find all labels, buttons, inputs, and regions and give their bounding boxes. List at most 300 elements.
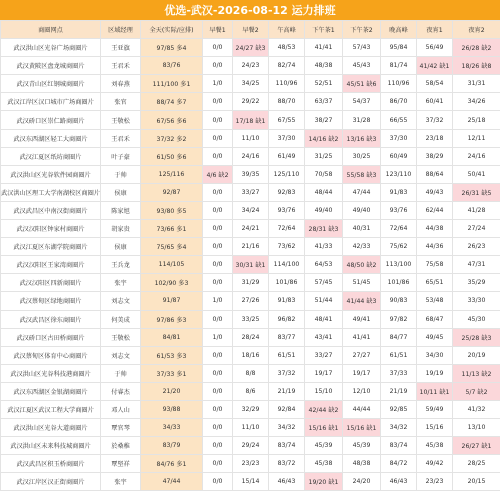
manager-cell: 于帅 (101, 165, 141, 183)
lunch-peak-cell: 48/53 (269, 39, 305, 57)
table-row[interactable] (1, 364, 500, 382)
breakfast-2-cell: 28/24 (233, 328, 269, 346)
column-header-manager[interactable]: 区域经理 (101, 21, 141, 39)
night-1-cell: 59/49 (417, 400, 453, 418)
breakfast-1-cell: 0/0 (203, 57, 233, 75)
afternoon-tea-2-cell: 30/25 (343, 147, 381, 165)
manager-cell: 叶子豪 (101, 147, 141, 165)
manager-cell: 於桑稚 (101, 437, 141, 455)
manager-cell: 刘春燕 (101, 75, 141, 93)
manager-cell: 邓人山 (101, 400, 141, 418)
attendance-total-cell: 97/86 多3 (141, 310, 203, 328)
lunch-peak-cell: 114/100 (269, 256, 305, 274)
night-2-cell: 27/24 (453, 220, 500, 238)
attendance-total-cell: 91/87 (141, 292, 203, 310)
night-1-cell: 75/58 (417, 256, 453, 274)
lunch-peak-cell: 83/77 (269, 328, 305, 346)
store-name-cell: 武汉东西湖区金银湖商圈片 (1, 382, 101, 400)
table-row[interactable] (1, 473, 500, 491)
afternoon-tea-1-cell: 19/20 缺1 (305, 473, 343, 491)
column-header-store[interactable]: 商圈网点 (1, 21, 101, 39)
night-2-cell: 50/41 (453, 165, 500, 183)
night-2-cell: 26/27 缺1 (453, 437, 500, 455)
attendance-total-cell: 21/20 (141, 382, 203, 400)
afternoon-tea-1-cell: 41/41 (305, 39, 343, 57)
dinner-peak-cell: 91/83 (381, 183, 417, 201)
night-1-cell: 45/38 (417, 437, 453, 455)
breakfast-1-cell: 0/0 (203, 274, 233, 292)
breakfast-2-cell: 27/26 (233, 292, 269, 310)
manager-cell: 付睿杰 (101, 382, 141, 400)
afternoon-tea-1-cell: 33/27 (305, 346, 343, 364)
store-name-cell: 武汉青山区红钢城商圈片 (1, 75, 101, 93)
manager-cell: 王君禾 (101, 129, 141, 147)
breakfast-1-cell: 0/0 (203, 129, 233, 147)
afternoon-tea-1-cell: 19/17 (305, 364, 343, 382)
attendance-total-cell: 92/87 (141, 183, 203, 201)
lunch-peak-cell: 46/43 (269, 473, 305, 491)
lunch-peak-cell: 93/76 (269, 201, 305, 219)
afternoon-tea-1-cell: 15/16 缺1 (305, 419, 343, 437)
attendance-total-cell: 61/53 多3 (141, 346, 203, 364)
table-row[interactable] (1, 328, 500, 346)
dinner-peak-cell: 46/43 (381, 473, 417, 491)
breakfast-1-cell: 1/0 (203, 328, 233, 346)
column-header-night-2[interactable]: 夜宵2 (453, 21, 500, 39)
breakfast-2-cell: 29/22 (233, 93, 269, 111)
breakfast-2-cell: 32/29 (233, 400, 269, 418)
dinner-peak-cell: 97/82 (381, 310, 417, 328)
afternoon-tea-1-cell: 52/51 (305, 75, 343, 93)
afternoon-tea-2-cell: 49/40 (343, 201, 381, 219)
attendance-total-cell: 97/85 多4 (141, 39, 203, 57)
table-row[interactable] (1, 183, 500, 201)
afternoon-tea-1-cell: 28/31 缺3 (305, 220, 343, 238)
breakfast-2-cell: 29/24 (233, 437, 269, 455)
table-row[interactable] (1, 382, 500, 400)
afternoon-tea-1-cell: 31/25 (305, 147, 343, 165)
breakfast-1-cell: 0/0 (203, 346, 233, 364)
attendance-total-cell: 111/100 多1 (141, 75, 203, 93)
breakfast-2-cell: 17/18 缺1 (233, 111, 269, 129)
dinner-peak-cell: 37/33 (381, 364, 417, 382)
afternoon-tea-2-cell: 57/43 (343, 39, 381, 57)
afternoon-tea-1-cell: 57/45 (305, 274, 343, 292)
dinner-peak-cell: 95/84 (381, 39, 417, 57)
store-name-cell: 武汉洪山区理工大学南湖校区商圈片 (1, 183, 101, 201)
dinner-peak-cell: 123/110 (381, 165, 417, 183)
lunch-peak-cell: 82/74 (269, 57, 305, 75)
attendance-total-cell: 47/44 (141, 473, 203, 491)
manager-cell: 张宇 (101, 473, 141, 491)
night-1-cell: 44/38 (417, 220, 453, 238)
afternoon-tea-1-cell: 48/38 (305, 57, 343, 75)
dinner-peak-cell: 72/64 (381, 220, 417, 238)
lunch-peak-cell: 91/83 (269, 292, 305, 310)
breakfast-1-cell: 0/0 (203, 400, 233, 418)
attendance-total-cell: 34/33 (141, 419, 203, 437)
breakfast-2-cell: 33/25 (233, 310, 269, 328)
table-row[interactable] (1, 93, 500, 111)
table-body (1, 39, 500, 491)
afternoon-tea-1-cell: 45/39 (305, 437, 343, 455)
night-2-cell: 35/29 (453, 274, 500, 292)
breakfast-2-cell: 21/16 (233, 238, 269, 256)
night-2-cell: 18/26 缺8 (453, 57, 500, 75)
afternoon-tea-2-cell: 31/28 (343, 111, 381, 129)
store-name-cell: 武汉东西湖区轻工大商圈片 (1, 129, 101, 147)
night-2-cell: 41/32 (453, 400, 500, 418)
afternoon-tea-2-cell: 45/39 (343, 437, 381, 455)
afternoon-tea-1-cell: 15/10 (305, 382, 343, 400)
lunch-peak-cell: 37/30 (269, 129, 305, 147)
breakfast-1-cell: 1/0 (203, 75, 233, 93)
dinner-peak-cell: 101/86 (381, 274, 417, 292)
night-1-cell: 38/29 (417, 147, 453, 165)
afternoon-tea-1-cell: 41/33 (305, 238, 343, 256)
breakfast-1-cell: 0/0 (203, 473, 233, 491)
column-header-afternoon-tea-2[interactable]: 下午茶2 (343, 21, 381, 39)
night-2-cell: 26/31 缺5 (453, 183, 500, 201)
store-name-cell: 武汉江夏区纸坊商圈片 (1, 147, 101, 165)
manager-cell: 王君禾 (101, 57, 141, 75)
breakfast-1-cell: 0/0 (203, 238, 233, 256)
store-name-cell: 武汉洪山区未来科技城商圈片 (1, 437, 101, 455)
breakfast-2-cell: 24/16 (233, 147, 269, 165)
column-header-breakfast-1[interactable]: 早餐1 (203, 21, 233, 39)
store-name-cell: 武汉黄陂区盘龙城商圈片 (1, 57, 101, 75)
afternoon-tea-2-cell: 24/20 (343, 473, 381, 491)
table-row[interactable] (1, 238, 500, 256)
breakfast-2-cell: 18/16 (233, 346, 269, 364)
lunch-peak-cell: 21/19 (269, 382, 305, 400)
afternoon-tea-1-cell: 48/41 (305, 310, 343, 328)
night-1-cell: 65/51 (417, 274, 453, 292)
manager-cell: 王亚旗 (101, 39, 141, 57)
breakfast-1-cell: 0/0 (203, 93, 233, 111)
lunch-peak-cell: 37/32 (269, 364, 305, 382)
afternoon-tea-2-cell: 51/45 (343, 274, 381, 292)
night-1-cell: 15/16 (417, 419, 453, 437)
breakfast-1-cell: 0/0 (203, 220, 233, 238)
afternoon-tea-2-cell: 41/41 (343, 328, 381, 346)
dinner-peak-cell: 83/74 (381, 437, 417, 455)
lunch-peak-cell: 92/83 (269, 183, 305, 201)
afternoon-tea-1-cell: 43/41 (305, 328, 343, 346)
attendance-total-cell: 114/105 (141, 256, 203, 274)
breakfast-1-cell: 0/0 (203, 419, 233, 437)
breakfast-2-cell: 31/29 (233, 274, 269, 292)
night-2-cell: 5/7 缺2 (453, 382, 500, 400)
night-2-cell: 31/31 (453, 75, 500, 93)
afternoon-tea-1-cell: 51/44 (305, 292, 343, 310)
dinner-peak-cell: 84/77 (381, 328, 417, 346)
attendance-total-cell: 83/79 (141, 437, 203, 455)
night-2-cell: 45/30 (453, 310, 500, 328)
store-name-cell: 武汉武昌区徐东商圈片 (1, 310, 101, 328)
dinner-peak-cell: 113/100 (381, 256, 417, 274)
table-row[interactable] (1, 220, 500, 238)
breakfast-1-cell: 0/0 (203, 183, 233, 201)
night-1-cell: 23/18 (417, 129, 453, 147)
manager-cell: 张宇 (101, 274, 141, 292)
night-2-cell: 41/28 (453, 201, 500, 219)
manager-cell: 陈家旭 (101, 201, 141, 219)
breakfast-1-cell: 0/0 (203, 111, 233, 129)
breakfast-2-cell: 24/21 (233, 220, 269, 238)
breakfast-1-cell: 0/0 (203, 382, 233, 400)
manager-cell: 于帅 (101, 364, 141, 382)
breakfast-2-cell: 24/23 (233, 57, 269, 75)
afternoon-tea-1-cell: 70/58 (305, 165, 343, 183)
lunch-peak-cell: 67/55 (269, 111, 305, 129)
table-row[interactable] (1, 75, 500, 93)
breakfast-2-cell: 34/24 (233, 201, 269, 219)
table-row[interactable] (1, 455, 500, 473)
table-row[interactable] (1, 419, 500, 437)
store-name-cell: 武汉江夏区武汉工程大学商圈片 (1, 400, 101, 418)
night-2-cell: 20/15 (453, 473, 500, 491)
afternoon-tea-2-cell: 45/51 缺6 (343, 75, 381, 93)
night-1-cell: 62/44 (417, 201, 453, 219)
manager-cell: 何美成 (101, 310, 141, 328)
afternoon-tea-2-cell: 55/58 缺3 (343, 165, 381, 183)
table-row[interactable] (1, 437, 500, 455)
attendance-total-cell: 84/76 多1 (141, 455, 203, 473)
store-name-cell: 武汉汉阳区四新商圈片 (1, 274, 101, 292)
lunch-peak-cell: 110/96 (269, 75, 305, 93)
manager-cell: 王敬松 (101, 111, 141, 129)
afternoon-tea-1-cell: 38/27 (305, 111, 343, 129)
store-name-cell: 武汉汉阳区王家湾商圈片 (1, 256, 101, 274)
afternoon-tea-1-cell: 63/37 (305, 93, 343, 111)
manager-cell: 王敬松 (101, 328, 141, 346)
afternoon-tea-1-cell: 14/16 缺2 (305, 129, 343, 147)
table-row[interactable] (1, 39, 500, 57)
breakfast-1-cell: 0/0 (203, 364, 233, 382)
store-name-cell: 武汉洪山区光谷广场商圈片 (1, 39, 101, 57)
table-row[interactable] (1, 310, 500, 328)
table-row[interactable] (1, 129, 500, 147)
night-2-cell: 25/18 (453, 111, 500, 129)
lunch-peak-cell: 88/70 (269, 93, 305, 111)
dinner-peak-cell: 92/85 (381, 400, 417, 418)
afternoon-tea-1-cell: 64/53 (305, 256, 343, 274)
afternoon-tea-2-cell: 48/38 (343, 455, 381, 473)
night-1-cell: 49/42 (417, 455, 453, 473)
night-2-cell: 24/16 (453, 147, 500, 165)
table-row[interactable] (1, 256, 500, 274)
store-name-cell: 武汉蔡甸区体育中心商圈片 (1, 346, 101, 364)
attendance-total-cell: 93/88 (141, 400, 203, 418)
manager-cell: 刘志文 (101, 292, 141, 310)
lunch-peak-cell: 72/64 (269, 220, 305, 238)
attendance-total-cell: 83/76 (141, 57, 203, 75)
breakfast-1-cell: 0/0 (203, 310, 233, 328)
breakfast-2-cell: 33/27 (233, 183, 269, 201)
lunch-peak-cell: 92/84 (269, 400, 305, 418)
store-name-cell: 武汉武昌区中南汉街商圈片 (1, 201, 101, 219)
night-1-cell: 49/45 (417, 328, 453, 346)
night-2-cell: 13/10 (453, 419, 500, 437)
table-row[interactable] (1, 274, 500, 292)
breakfast-1-cell: 4/6 缺2 (203, 165, 233, 183)
night-2-cell: 26/28 缺2 (453, 39, 500, 57)
afternoon-tea-2-cell: 19/17 (343, 364, 381, 382)
afternoon-tea-2-cell: 13/16 缺3 (343, 129, 381, 147)
dinner-peak-cell: 110/96 (381, 75, 417, 93)
column-header-lunch-peak[interactable]: 午高峰 (269, 21, 305, 39)
store-name-cell: 武汉蔡甸区绿地商圈片 (1, 292, 101, 310)
night-2-cell: 47/31 (453, 256, 500, 274)
attendance-total-cell: 75/65 多4 (141, 238, 203, 256)
column-header-night-1[interactable]: 夜宵1 (417, 21, 453, 39)
breakfast-2-cell: 30/31 缺1 (233, 256, 269, 274)
night-1-cell: 53/48 (417, 292, 453, 310)
breakfast-2-cell: 23/23 (233, 455, 269, 473)
attendance-total-cell: 37/33 多1 (141, 364, 203, 382)
attendance-total-cell: 73/66 多1 (141, 220, 203, 238)
breakfast-2-cell: 34/25 (233, 75, 269, 93)
afternoon-tea-1-cell: 42/44 缺2 (305, 400, 343, 418)
breakfast-2-cell: 11/10 (233, 419, 269, 437)
manager-cell: 王兵龙 (101, 256, 141, 274)
breakfast-1-cell: 0/0 (203, 256, 233, 274)
lunch-peak-cell: 34/32 (269, 419, 305, 437)
night-2-cell: 12/11 (453, 129, 500, 147)
breakfast-1-cell: 0/0 (203, 437, 233, 455)
dinner-peak-cell: 34/32 (381, 419, 417, 437)
dinner-peak-cell: 93/76 (381, 201, 417, 219)
schedule-table (0, 20, 500, 491)
manager-cell: 侯康 (101, 238, 141, 256)
night-1-cell: 60/41 (417, 93, 453, 111)
afternoon-tea-2-cell: 49/41 (343, 310, 381, 328)
store-name-cell: 武汉江岸区汉口城市广场商圈片 (1, 93, 101, 111)
lunch-peak-cell: 125/110 (269, 165, 305, 183)
afternoon-tea-1-cell: 49/40 (305, 201, 343, 219)
afternoon-tea-2-cell: 44/44 (343, 400, 381, 418)
dinner-peak-cell: 81/74 (381, 57, 417, 75)
attendance-total-cell: 93/80 多5 (141, 201, 203, 219)
afternoon-tea-2-cell: 42/33 (343, 238, 381, 256)
night-2-cell: 20/19 (453, 346, 500, 364)
manager-cell: 胡家贵 (101, 220, 141, 238)
night-1-cell: 49/43 (417, 183, 453, 201)
attendance-total-cell: 67/56 多6 (141, 111, 203, 129)
lunch-peak-cell: 101/86 (269, 274, 305, 292)
dinner-peak-cell: 75/62 (381, 238, 417, 256)
night-1-cell: 88/64 (417, 165, 453, 183)
afternoon-tea-2-cell: 48/50 缺2 (343, 256, 381, 274)
breakfast-2-cell: 8/6 (233, 382, 269, 400)
manager-cell: 侯康 (101, 183, 141, 201)
night-2-cell: 28/25 (453, 455, 500, 473)
table-header-row (1, 21, 500, 39)
lunch-peak-cell: 83/72 (269, 455, 305, 473)
breakfast-2-cell: 24/27 缺3 (233, 39, 269, 57)
dinner-peak-cell: 84/72 (381, 455, 417, 473)
table-row[interactable] (1, 292, 500, 310)
manager-cell: 刘志文 (101, 346, 141, 364)
breakfast-2-cell: 8/8 (233, 364, 269, 382)
night-1-cell: 19/19 (417, 364, 453, 382)
night-2-cell: 25/28 缺3 (453, 328, 500, 346)
breakfast-2-cell: 15/14 (233, 473, 269, 491)
night-2-cell: 26/23 (453, 238, 500, 256)
dinner-peak-cell: 37/30 (381, 129, 417, 147)
dinner-peak-cell: 21/19 (381, 382, 417, 400)
store-name-cell: 武汉洪山区光谷大道商圈片 (1, 419, 101, 437)
manager-cell: 覃官琴 (101, 419, 141, 437)
column-header-dinner-peak[interactable]: 晚高峰 (381, 21, 417, 39)
afternoon-tea-2-cell: 15/16 缺1 (343, 419, 381, 437)
dinner-peak-cell: 66/55 (381, 111, 417, 129)
table-row[interactable] (1, 147, 500, 165)
afternoon-tea-1-cell: 45/38 (305, 455, 343, 473)
dinner-peak-cell: 61/51 (381, 346, 417, 364)
table-row[interactable] (1, 165, 500, 183)
table-row[interactable] (1, 346, 500, 364)
breakfast-2-cell: 39/35 (233, 165, 269, 183)
night-1-cell: 56/49 (417, 39, 453, 57)
attendance-total-cell: 37/32 多2 (141, 129, 203, 147)
dinner-peak-cell: 60/49 (381, 147, 417, 165)
lunch-peak-cell: 73/62 (269, 238, 305, 256)
afternoon-tea-2-cell: 54/37 (343, 93, 381, 111)
table-row[interactable] (1, 201, 500, 219)
store-name-cell: 武汉武昌区积玉桥商圈片 (1, 455, 101, 473)
lunch-peak-cell: 61/49 (269, 147, 305, 165)
store-name-cell: 武汉洪山区光谷软件园商圈片 (1, 165, 101, 183)
afternoon-tea-1-cell: 48/44 (305, 183, 343, 201)
attendance-total-cell: 102/90 多3 (141, 274, 203, 292)
night-1-cell: 34/30 (417, 346, 453, 364)
attendance-total-cell: 61/50 多6 (141, 147, 203, 165)
afternoon-tea-2-cell: 41/44 缺3 (343, 292, 381, 310)
breakfast-1-cell: 0/0 (203, 201, 233, 219)
lunch-peak-cell: 61/51 (269, 346, 305, 364)
manager-cell: 张官 (101, 93, 141, 111)
afternoon-tea-2-cell: 40/31 (343, 220, 381, 238)
store-name-cell: 武汉硚口区崇仁路商圈片 (1, 111, 101, 129)
dinner-peak-cell: 90/83 (381, 292, 417, 310)
column-header-breakfast-2[interactable]: 早餐2 (233, 21, 269, 39)
column-header-total[interactable]: 全天(实际/应排) (141, 21, 203, 39)
store-name-cell: 武汉江岸区汉正街商圈片 (1, 473, 101, 491)
manager-cell: 覃堅祥 (101, 455, 141, 473)
night-2-cell: 33/30 (453, 292, 500, 310)
attendance-total-cell: 88/74 多7 (141, 93, 203, 111)
night-1-cell: 10/11 缺1 (417, 382, 453, 400)
night-1-cell: 44/36 (417, 238, 453, 256)
breakfast-2-cell: 11/10 (233, 129, 269, 147)
attendance-total-cell: 84/81 (141, 328, 203, 346)
night-1-cell: 37/32 (417, 111, 453, 129)
store-name-cell: 武汉江夏区东湖学院商圈片 (1, 238, 101, 256)
table-row[interactable] (1, 111, 500, 129)
night-1-cell: 68/47 (417, 310, 453, 328)
night-1-cell: 41/42 缺1 (417, 57, 453, 75)
store-name-cell: 武汉汉阳区钟家村商圈片 (1, 220, 101, 238)
attendance-total-cell: 125/116 (141, 165, 203, 183)
page-title: 优选-武汉-2026-08-12 运力排班 (0, 0, 500, 20)
column-header-afternoon-tea-1[interactable]: 下午茶1 (305, 21, 343, 39)
table-row[interactable] (1, 57, 500, 75)
store-name-cell: 武汉硚口区古田桥商圈片 (1, 328, 101, 346)
table-row[interactable] (1, 400, 500, 418)
breakfast-1-cell: 1/0 (203, 292, 233, 310)
